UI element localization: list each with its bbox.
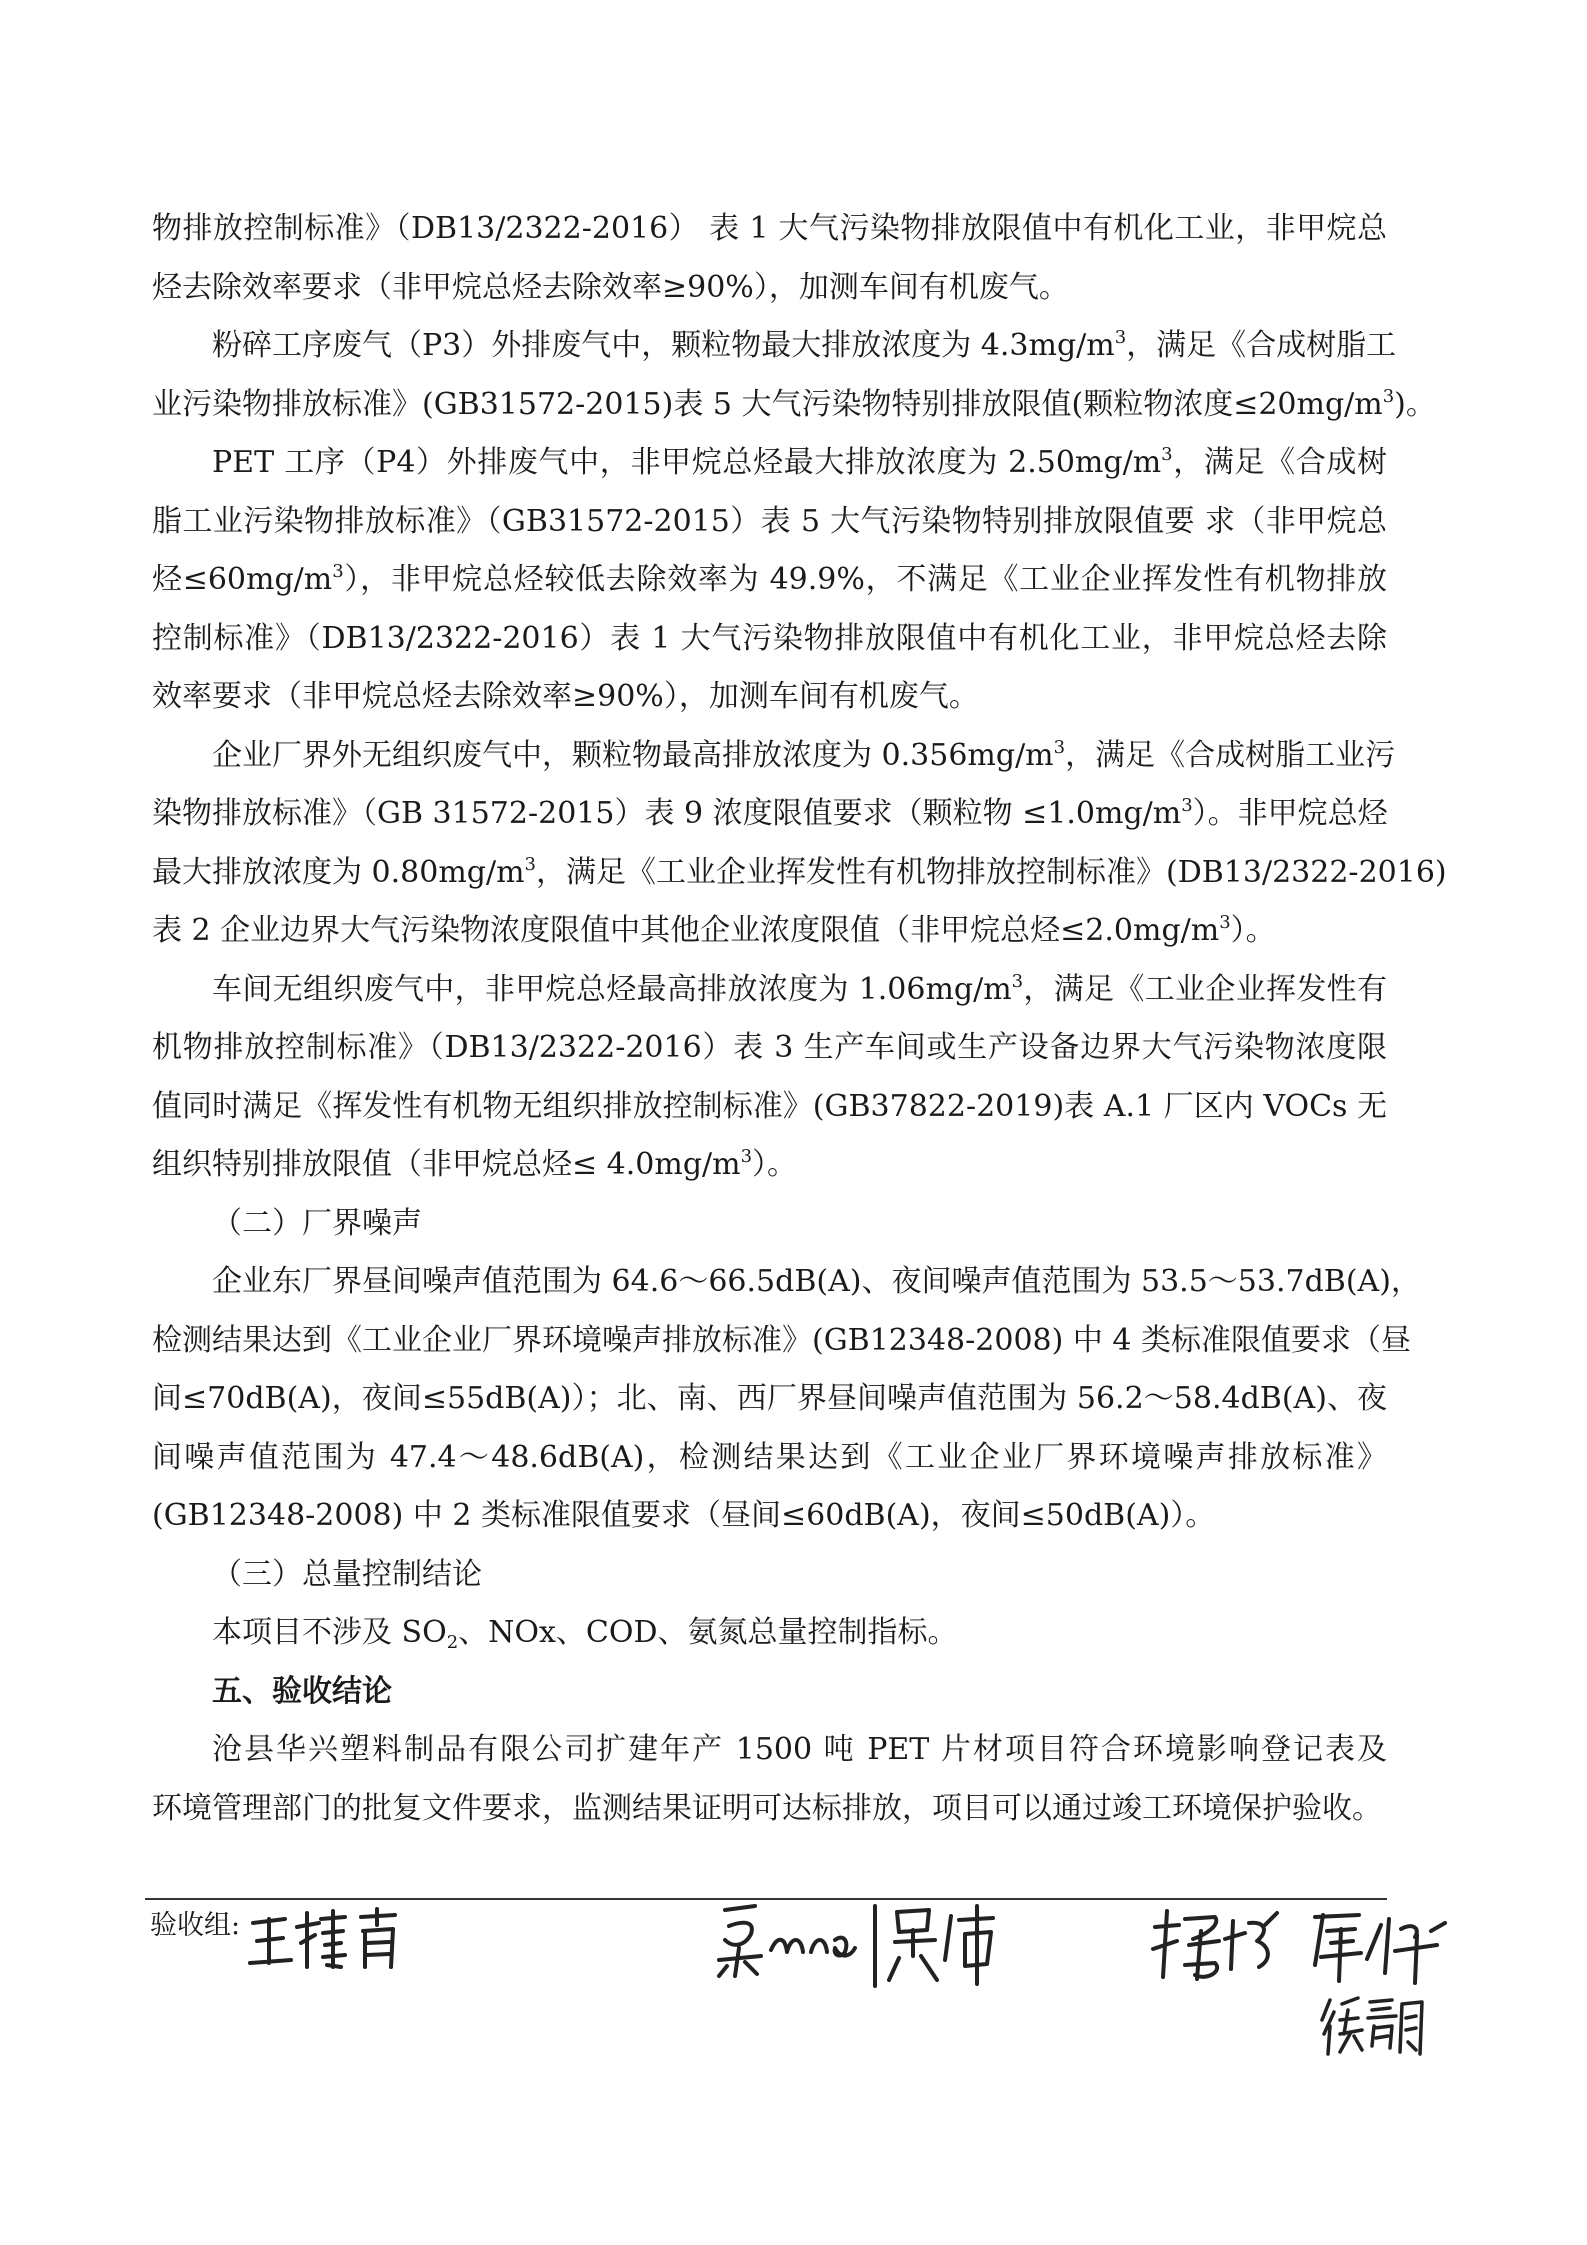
text-line: 车间无组织废气中，非甲烷总烃最高排放浓度为 $1.06mg/m^3$，满足《工业企业挥发性有 [212,970,1387,1007]
acceptance-group-label: 验收组: [150,1910,241,1941]
text-line: 染物排放标准》（GB 31572-2015）表 9 浓度限值要求（颗粒物 $\le 1.0mg/m^3$）。非甲烷总烃 [152,795,1388,831]
handwritten-signature [245,1905,405,1975]
text-line: 间噪声值范围为 47.4～48.6dB(A)，检测结果达到《工业企业厂界环境噪声排放标准》 [152,1439,1387,1475]
text-line: (GB12348-2008) 中 2 类标准限值要求（昼间≤60dB(A)，夜间≤50dB(A)）。 [152,1498,1216,1533]
text-line: 控制标准》（DB13/2322-2016）表 1 大气污染物排放限值中有机化工业，非甲烷总烃去除 [152,620,1387,656]
text-line: 机物排放控制标准》（DB13/2322-2016）表 3 生产车间或生产设备边界大气污染物浓度限 [152,1030,1387,1065]
text-line: 效率要求（非甲烷总烃去除效率≥90%），加测车间有机废气。 [152,679,979,714]
handwritten-signature [715,1900,1075,1990]
text-line: 业污染物排放标准》(GB31572-2015)表 5 大气污染物特别排放限值(颗粒物浓度$\le 20mg/m^3$)。 [152,385,1436,422]
handwritten-signature [1318,1990,1428,2060]
text-line: 脂工业污染物排放标准》（GB31572-2015）表 5 大气污染物特别排放限值要 求（非甲烷总 [152,503,1387,539]
text-line: 表 2 企业边界大气污染物浓度限值中其他企业浓度限值（非甲烷总烃$\le 2.0mg/m^3$）。 [152,912,1276,948]
text-line: 企业厂界外无组织废气中，颗粒物最高排放浓度为 $0.356mg/m^3$，满足《合成树脂工业污 [212,736,1396,773]
text-line: 沧县华兴塑料制品有限公司扩建年产 1500 吨 PET 片材项目符合环境影响登记表及 [212,1732,1387,1767]
text-line: 检测结果达到《工业企业厂界环境噪声排放标准》(GB12348-2008) 中 4 类标准限值要求（昼 [152,1322,1412,1358]
handwritten-signature [1145,1905,1465,1985]
text-line: 本项目不涉及 $SO_2$、NOx、COD、氨氮总量控制指标。 [212,1615,958,1653]
section-heading: （三）总量控制结论 [212,1556,482,1592]
section-heading: （二）厂界噪声 [212,1205,422,1241]
text-line: 粉碎工序废气（P3）外排废气中，颗粒物最大排放浓度为 $4.3mg/m^3$，满足《合成树脂工 [212,327,1397,363]
text-line: 组织特别排放限值（非甲烷总烃≤ $4.0mg/m^3$）。 [152,1146,798,1182]
text-line: PET 工序（P4）外排废气中，非甲烷总烃最大排放浓度为 $2.50mg/m^3$，满足《合成树 [212,444,1387,480]
text-line: 间≤70dB(A)，夜间≤55dB(A)）；北、南、西厂界昼间噪声值范围为 56.2～58.4dB(A)、夜 [152,1381,1387,1416]
text-line: 最大排放浓度为 $0.80mg/m^3$，满足《工业企业挥发性有机物排放控制标准》(DB13/2322-2016) [152,853,1447,890]
text-line: 烃去除效率要求（非甲烷总烃去除效率≥90%），加测车间有机废气。 [152,269,1069,305]
text-line: 物排放控制标准》（DB13/2322-2016） 表 1 大气污染物排放限值中有机化工业，非甲烷总 [152,211,1387,246]
text-line: 烃$\le 60mg/m^3$），非甲烷总烃较低去除效率为 49.9%，不满足《工业企业挥发性有机物排放 [152,561,1387,597]
section-heading: 五、验收结论 [212,1673,392,1709]
text-line: 值同时满足《挥发性有机物无组织排放控制标准》(GB37822-2019)表 A.1 厂区内 VOCs 无 [152,1088,1387,1124]
text-line: 环境管理部门的批复文件要求，监测结果证明可达标排放，项目可以通过竣工环境保护验收。 [152,1790,1382,1826]
text-line: 企业东厂界昼间噪声值范围为 64.6～66.5dB(A)、夜间噪声值范围为 53.5～53.7dB(A)， [212,1264,1421,1299]
document-body [152,200,1447,1838]
